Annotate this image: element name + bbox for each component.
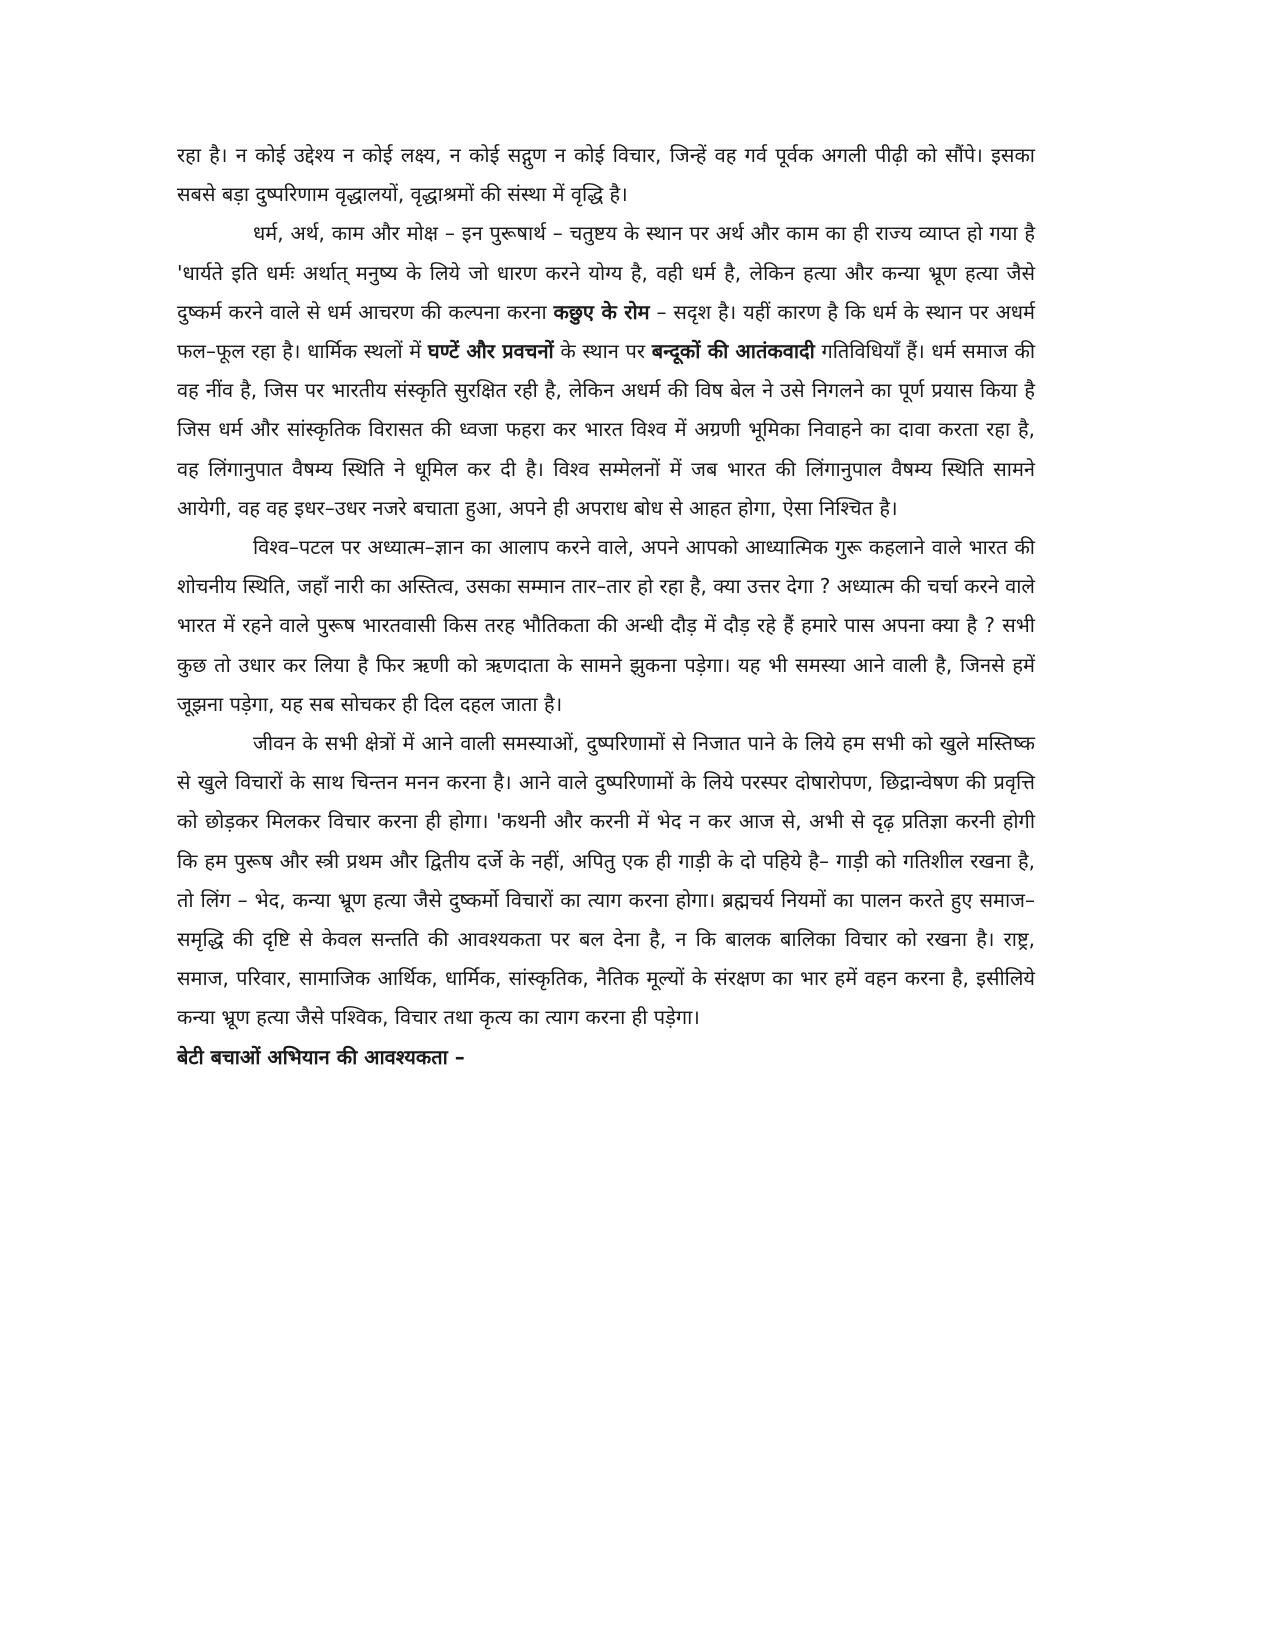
paragraph-2-bold-phrase: घण्टें और प्रवचनों (427, 339, 554, 364)
paragraph-2-bold-phrase: कछुए के रोम (553, 299, 650, 324)
paragraph-1 (177, 136, 1035, 214)
paragraph-3 (177, 528, 1035, 724)
paragraph-4-text: जीवन के सभी क्षेत्रों में आने वाली समस्याओं, दुष्परिणामों से निजात पाने के लिये हम सभी को खुले मस्तिष्क से खुले विचारों के साथ चिन्तन मनन करना है। आने वाले दुष्परिणामों के लिये परस्पर दोषारोपण, छिद्रान्वेषण की प्रवृत्ति को छोड़कर मिलकर विचार करना ही होगा। 'कथनी और करनी में भेद न कर आज से, अभी से दृढ़ प्रतिज्ञा करनी होगी कि हम पुरूष और स्त्री प्रथम और द्वितीय दर्जे के नहीं, अपितु एक ही गाड़ी के दो पहिये है– गाड़ी को गतिशील रखना है, तो लिंग – भेद, कन्या भ्रूण हत्या जैसे दुष्कर्मो विचारों का त्याग करना होगा। ब्रह्मचर्य नियमों का पालन करते हुए समाज–समृद्धि की दृष्टि से केवल सन्तति की आवश्यकता पर बल देना है, न कि बालक बालिका विचार को रखना है। राष्ट्र, समाज, परिवार, सामाजिक आर्थिक, धार्मिक, सांस्कृतिक, नैतिक मूल्यों के संरक्षण का भार हमें वहन करना है, इसीलिये कन्या भ्रूण हत्या जैसे पश्विक, विचार तथा कृत्य का त्याग करना ही पड़ेगा। (177, 731, 1035, 1030)
document-page (177, 136, 1035, 1077)
paragraph-2-text: – सदृश है। यहीं कारण है कि धर्म के स्थान पर अधर्म फल–फूल रहा है। धार्मिक स्थलों में (177, 299, 1036, 364)
section-heading: बेटी बचाओं अभियान की आवश्यकता – (177, 1044, 465, 1069)
paragraph-2-bold-phrase: बन्दूकों की आतंकवादी (651, 339, 815, 364)
paragraph-2 (177, 214, 1035, 528)
paragraph-2-text: गतिविधियाँ हैं। धर्म समाज की वह नींव है, जिस पर भारतीय संस्कृति सुरक्षित रही है, लेकिन अधर्म की विष बेल ने उसे निगलने का पूर्ण प्रयास किया है जिस धर्म और सांस्कृतिक विरासत की ध्वजा फहरा कर भारत विश्व में अग्रणी भूमिका निवाहने का दावा करता रहा है, वह लिंगानुपात वैषम्य स्थिति ने धूमिल कर दी है। विश्व सम्मेलनों में जब भारत की लिंगानुपाल वैषम्य स्थिति सामने आयेगी, वह वह इधर–उधर नजरे बचाता हुआ, अपने ही अपराध बोध से आहत होगा, ऐसा निश्चित है। (177, 339, 1035, 520)
paragraph-3-text: विश्व–पटल पर अध्यात्म–ज्ञान का आलाप करने वाले, अपने आपको आध्यात्मिक गुरू कहलाने वाले भारत की शोचनीय स्थिति, जहाँ नारी का अस्तित्व, उसका सम्मान तार–तार हो रहा है, क्या उत्तर देगा ? अध्यात्म की चर्चा करने वाले भारत में रहने वाले पुरूष भारतवासी किस तरह भौतिकता की अन्धी दौड़ में दौड़ रहे हैं हमारे पास अपना क्या है ? सभी कुछ तो उधार कर लिया है फिर ऋणी को ऋणदाता के सामने झुकना पड़ेगा। यह भी समस्या आने वाली है, जिनसे हमें जूझना पड़ेगा, यह सब सोचकर ही दिल दहल जाता है। (177, 535, 1035, 716)
paragraph-4 (177, 724, 1035, 1038)
paragraph-1-text: रहा है। न कोई उद्देश्य न कोई लक्ष्य, न कोई सद्गुण न कोई विचार, जिन्हें वह गर्व पूर्वक अगली पीढ़ी को सौंपे। इसका सबसे बड़ा दुष्परिणाम वृद्धालयों, वृद्धाश्रमों की संस्था में वृद्धि है। (177, 143, 1035, 207)
paragraph-2-text: धर्म, अर्थ, काम और मोक्ष – इन पुरूषार्थ – चतुष्टय के स्थान पर अर्थ और काम का ही राज्य व्याप्त हो गया है 'धार्यते इति धर्मः अर्थात् मनुष्य के लिये जो धारण करने योग्य है, वही धर्म है, लेकिन हत्या और कन्या भ्रूण हत्या जैसे दुष्कर्म करने वाले से धर्म आचरण की कल्पना करना (177, 221, 1035, 324)
paragraph-2-text: के स्थान पर (553, 339, 652, 364)
